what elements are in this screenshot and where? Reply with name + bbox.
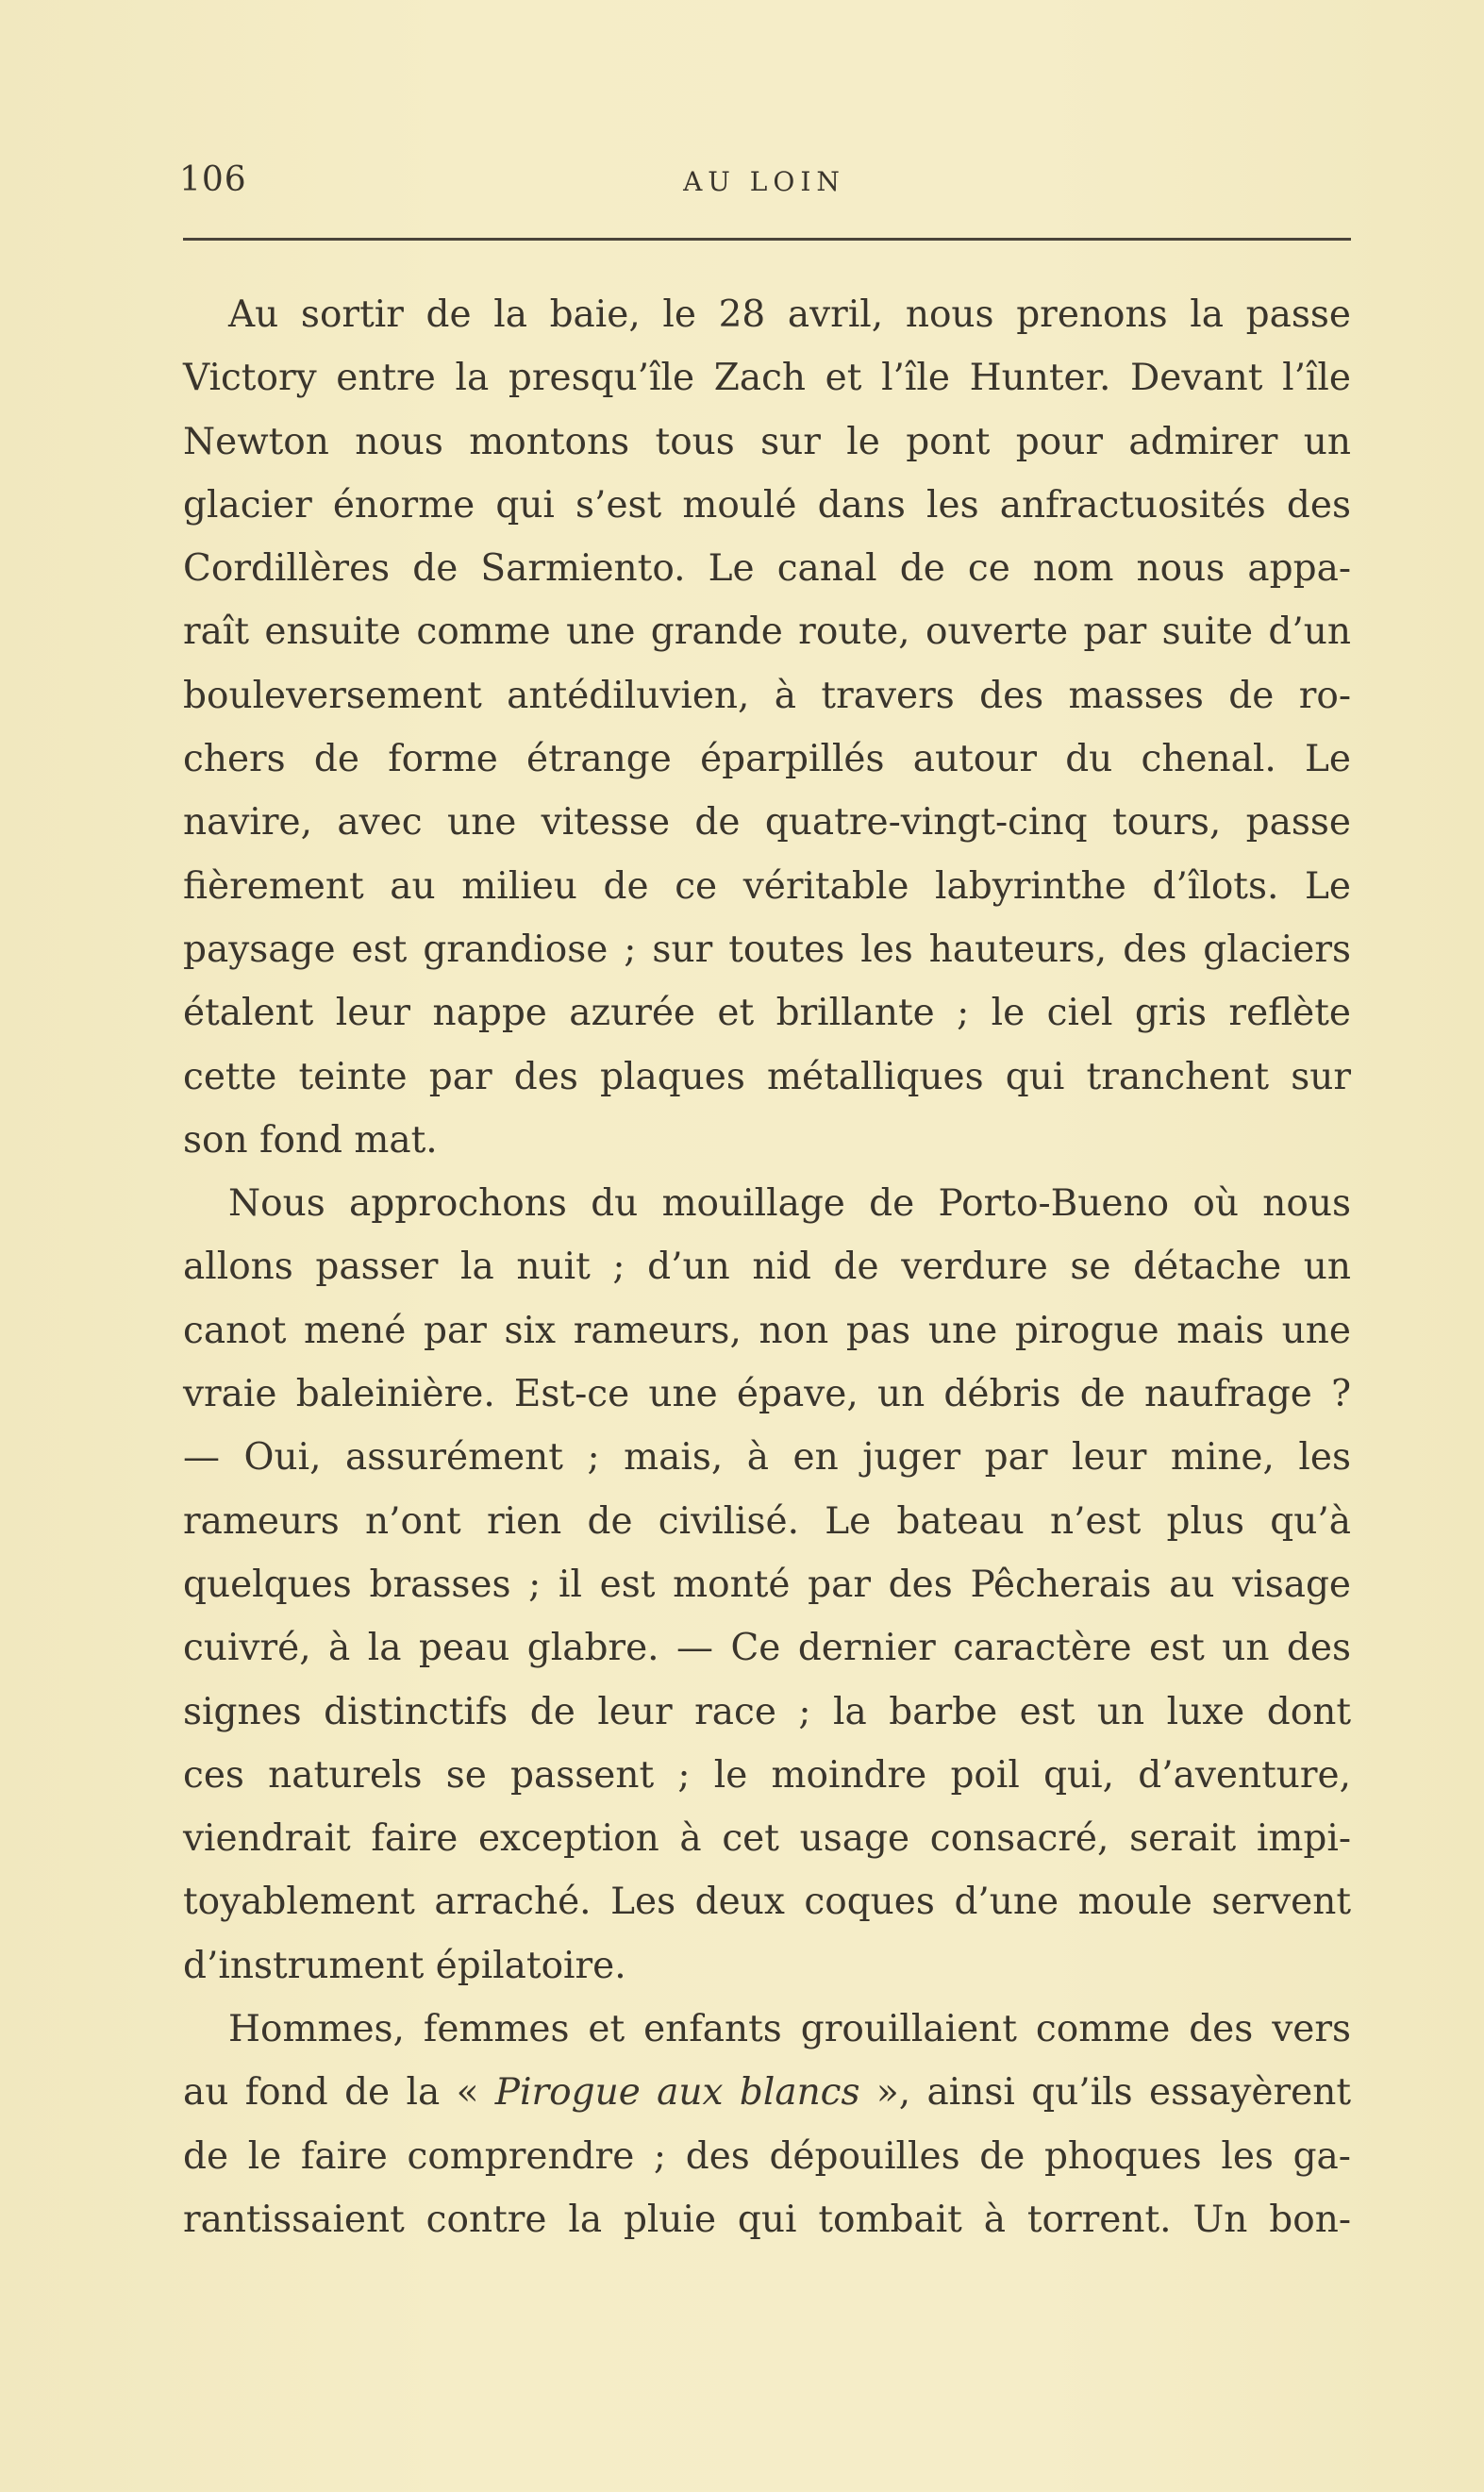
text-line: cuivré, à la peau glabre. — Ce dernier caractère est un des [183,1627,1351,1670]
text-line: raît ensuite comme une grande route, ouverte par suite d’un [183,610,1351,654]
text-run: au fond de la « [183,2071,495,2115]
text-line: Newton nous montons tous sur le pont pour admirer un [183,420,1351,463]
text-line: d’instrument épilatoire. [183,1944,626,1987]
running-head [179,160,1349,217]
header-rule [183,238,1351,241]
text-line: viendrait faire exception à cet usage consacré, serait impi- [183,1817,1351,1861]
text-line: signes distinctifs de leur race ; la barbe est un luxe dont [183,1690,1351,1733]
text-line: étalent leur nappe azurée et brillante ; le ciel gris reflète [183,992,1351,1035]
text-line: de le faire comprendre ; des dépouilles de phoques les ga- [183,2134,1351,2178]
text-line: Cordillères de Sarmiento. Le canal de ce nom nous appa- [183,547,1351,591]
text-line: vraie baleinière. Est-ce une épave, un débris de naufrage ? [183,1373,1351,1416]
text-line: cette teinte par des plaques métalliques qui tranchent sur [183,1055,1351,1098]
text-line: Nous approchons du mouillage de Porto-Bueno où nous [228,1182,1351,1226]
text-line: glacier énorme qui s’est moulé dans les anfractuosités des [183,483,1351,527]
text-line: toyablement arraché. Les deux coques d’une moule servent [183,1881,1351,1924]
text-line: allons passer la nuit ; d’un nid de verdure se détache un [183,1246,1351,1289]
text-line: Victory entre la presqu’île Zach et l’île Hunter. Devant l’île [183,357,1351,400]
text-line: Hommes, femmes et enfants grouillaient comme des vers [228,2008,1351,2051]
text-line: fièrement au milieu de ce véritable labyrinthe d’îlots. Le [183,864,1351,908]
text-line [183,2061,1351,2124]
body-text [183,283,1351,2251]
text-line: — Oui, assurément ; mais, à en juger par leur mine, les [183,1436,1351,1480]
text-line: rantissaient contre la pluie qui tombait à torrent. Un bon- [183,2198,1351,2241]
running-title: AU LOIN [683,166,845,197]
text-line: chers de forme étrange éparpillés autour du chenal. Le [183,738,1351,781]
text-line: paysage est grandiose ; sur toutes les hauteurs, des glaciers [183,928,1351,971]
text-line: son fond mat. [183,1118,438,1162]
italic-title: Pirogue aux blancs [494,2071,860,2115]
text-line: bouleversement antédiluvien, à travers des masses de ro- [183,674,1351,717]
text-line: canot mené par six rameurs, non pas une pirogue mais une [183,1309,1351,1352]
text-line: quelques brasses ; il est monté par des Pêcherais au visage [183,1563,1351,1606]
text-line: rameurs n’ont rien de civilisé. Le bateau n’est plus qu’à [183,1499,1351,1543]
text-line: ces naturels se passent ; le moindre poil qui, d’aventure, [183,1753,1351,1797]
page-number: 106 [179,160,247,199]
text-line: navire, avec une vitesse de quatre-vingt-cinq tours, passe [183,801,1351,845]
text-run: », ainsi qu’ils essayèrent [859,2071,1351,2115]
text-line: Au sortir de la baie, le 28 avril, nous prenons la passe [228,293,1351,336]
